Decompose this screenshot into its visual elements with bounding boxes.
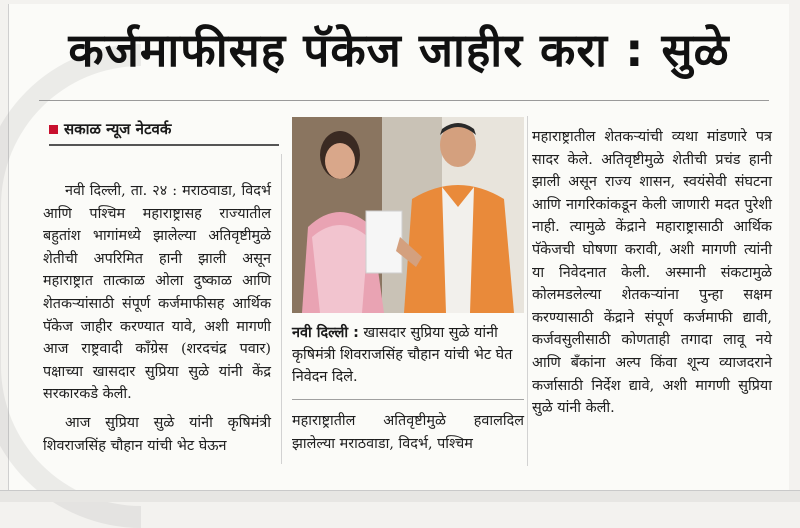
newspaper-clipping: [8, 4, 789, 490]
byline-square-icon: [49, 125, 58, 134]
paragraph: आज सुप्रिया सुळे यांनी कृषिमंत्री शिवराजसिंह चौहान यांची भेट घेऊन: [43, 414, 271, 454]
news-photo: [292, 117, 524, 313]
paragraph: नवी दिल्ली, ता. २४ : मराठवाडा, विदर्भ आणि पश्चिम महाराष्ट्रासह राज्यातील बहुतांश भागांमध्ये झालेल्या अतिवृष्टीमुळे शेतीची अपरिमित हानी झाली असून महाराष्ट्रात तात्काळ ओला दुष्काळ आणि शेतकऱ्यांसाठी संपूर्ण कर्जमाफीसह आर्थिक पॅकेज जाहीर करण्यात यावे, अशी मागणी आज राष्ट्रवादी काँग्रेस (शरदचंद्र पवार) पक्षाच्या खासदार सुप्रिया सुळे यांनी केंद्र सरकारकडे केली.: [43, 183, 271, 403]
column-divider: [281, 154, 282, 464]
next-article-edge: [0, 490, 800, 502]
byline-underline: [49, 144, 279, 146]
paragraph: महाराष्ट्रातील अतिवृष्टीमुळे हवालदिल झालेल्या मराठवाडा, विदर्भ, पश्चिम: [292, 413, 524, 452]
headline-rule: [39, 100, 769, 101]
photo-illustration: [292, 117, 524, 313]
caption-place: नवी दिल्ली :: [292, 325, 359, 341]
caption-text: खासदार सुप्रिया सुळे यांनी कृषिमंत्री शिवराजसिंह चौहान यांची भेट घेत निवेदन दिले.: [292, 325, 513, 385]
article-column-2: [292, 410, 524, 455]
headline: कर्जमाफीसह पॅकेज जाहीर करा : सुळे: [68, 23, 730, 77]
article-column-1: [43, 180, 271, 457]
article-column-3: [532, 126, 772, 420]
byline-text: सकाळ न्यूज नेटवर्क: [64, 120, 172, 138]
caption-rule: [292, 399, 524, 400]
photo-caption: [292, 322, 524, 388]
byline: [49, 118, 171, 140]
paragraph: महाराष्ट्रातील शेतकऱ्यांची व्यथा मांडणारे पत्र सादर केले. अतिवृष्टीमुळे शेतीची प्रचंड हानी झाली असून राज्य शासन, स्वयंसेवी संघटना आणि नागरिकांकडून केली जाणारी मदत पुरेशी नाही. त्यामुळे केंद्राने महाराष्ट्रासाठी आर्थिक पॅकेजची घोषणा करावी, अशी मागणी त्यांनी या निवेदनात केली. अस्मानी संकटामुळे कोलमडलेल्या शेतकऱ्यांना पुन्हा सक्षम करण्यासाठी केंद्राने संपूर्ण कर्जमाफी द्यावी, कर्जवसुलीसाठी कोणताही तगादा लावू नये आणि बँकांना अल्प किंवा शून्य व्याजदराने कर्जासाठी निर्देश द्यावे, अशी मागणी सुप्रिया सुळे यांनी केली.: [532, 129, 772, 417]
column-divider: [527, 116, 528, 466]
